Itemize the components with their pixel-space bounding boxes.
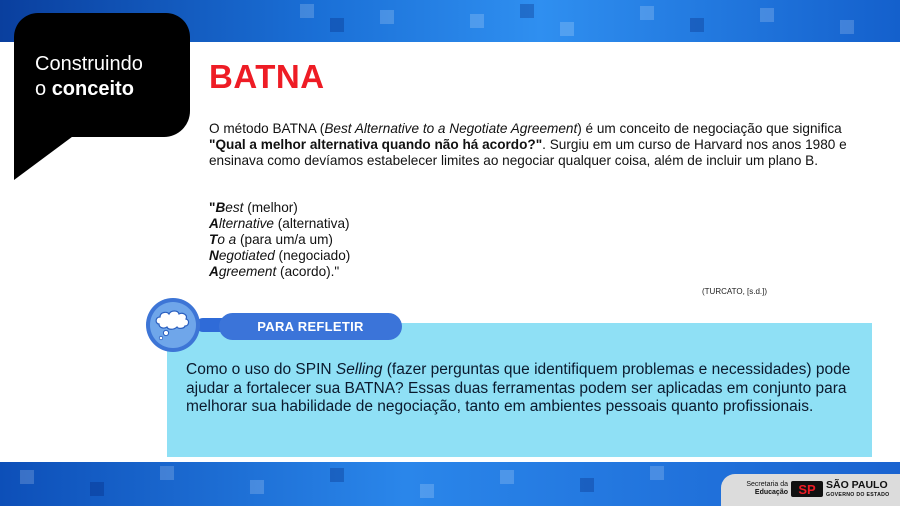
section-tab-tail [14,128,84,180]
section-tab-label [35,52,143,102]
acronym-letter: A [209,216,219,231]
acronym-letter: B [215,200,226,215]
acronym-gloss: (alternativa) [274,216,350,231]
section-tab-line1: Construindo [35,53,143,75]
sp-logo-icon [791,480,823,498]
reflect-label: PARA REFLETIR [219,313,402,340]
acronym-item [209,248,350,264]
acronym-item [209,200,350,216]
acronym-gloss: (melhor) [243,200,298,215]
section-tab-line2 [35,77,143,102]
acronym-letter: N [209,248,219,263]
acronym-item [209,216,350,232]
citation: (TURCATO, [s.d.]) [702,287,768,296]
intro-italic-term: Best Alternative to a Negotiate Agreement [324,121,578,136]
acronym-word: lternative [218,216,274,231]
acronym-word: greement [218,264,277,279]
state-name: SÃO PAULO [826,479,888,491]
intro-bold-question: "Qual a melhor alternativa quando não há acordo?" [209,137,543,152]
intro-text-2: ) é um conceito de negociação que significa [577,121,842,136]
intro-paragraph [209,121,864,169]
acronym-item [209,264,350,280]
acronym-word: o a [217,232,237,247]
sp-logo-text: SP [798,482,816,497]
acronym-list [209,200,350,280]
section-tab-line2-prefix: o [35,78,52,100]
reflect-text-1: Como o uso do SPIN [186,361,336,378]
acronym-gloss: (acordo)." [276,264,340,279]
reflect-text [186,361,856,417]
secretaria-line1: Secretaria da [746,481,788,488]
acronym-quote: " [209,200,216,215]
government-label: GOVERNO DO ESTADO [826,492,890,498]
acronym-gloss: (para um/a um) [236,232,333,247]
secretaria-label [740,481,788,497]
reflect-text-italic: Selling [335,361,383,378]
secretaria-line2-bold: Educação [754,489,788,496]
acronym-letter: T [209,232,218,247]
thought-bubble-icon [145,297,201,353]
secretaria-line2 [740,489,788,497]
acronym-word: est [225,200,244,215]
intro-text-3: . Surgiu em um curso de Harvard nos anos 1980 e ensinava como devíamos estabelecer limites ao negociar qualquer coisa, além de incluir um plano B. [209,137,847,168]
intro-text-1: O método BATNA ( [209,121,325,136]
acronym-item [209,232,350,248]
acronym-gloss: (negociado) [274,248,351,263]
section-tab-line2-bold: conceito [51,78,134,100]
acronym-letter: A [209,264,219,279]
acronym-word: egotiated [218,248,275,263]
page-title: BATNA [209,58,325,95]
reflect-text-2: (fazer perguntas que identifiquem problemas e necessidades) pode ajudar a fortalecer sua BATNA? Essas duas ferramentas podem ser aplicadas em conjunto para melhorar sua habilidade de negociação, tanto em ambientes pessoais quanto profissionais. [186,361,851,415]
